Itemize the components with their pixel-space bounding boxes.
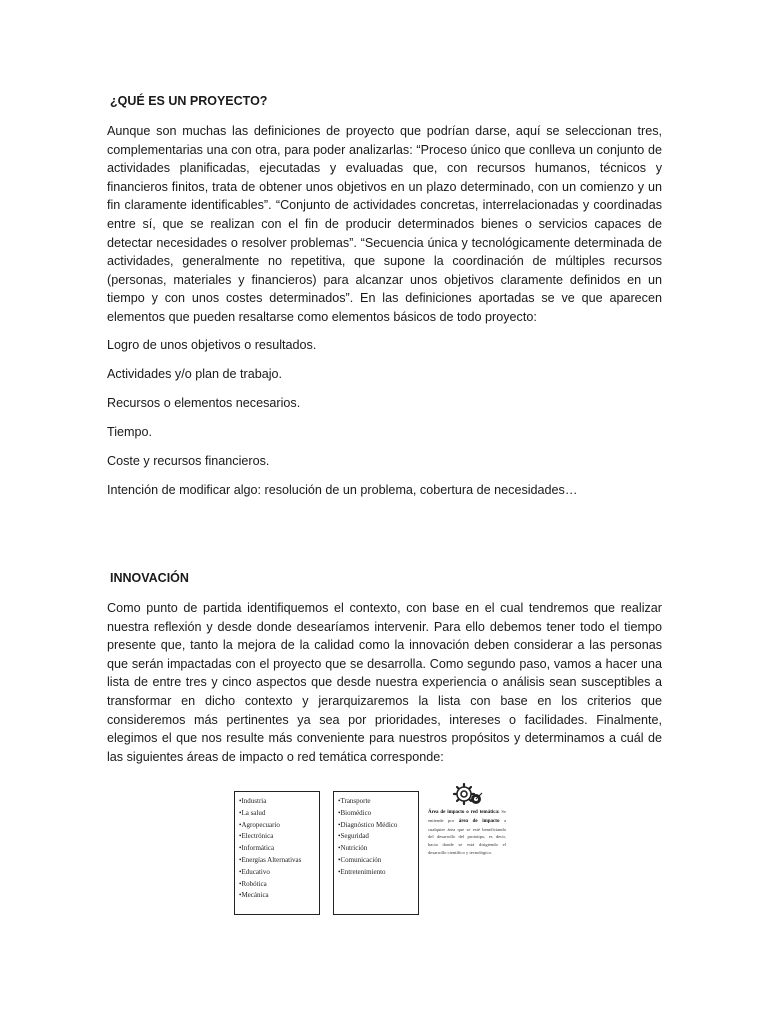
list-item: • Nutrición [338,843,414,855]
paragraph-innovacion: Como punto de partida identifiquemos el contexto, con base en el cual tendremos que realizar nuestra reflexión y desde donde desearíamos intervenir. Para ello debemos tener todo el tiempo presente que, tanto la mejora de la calidad como la innovación deben considerar a las personas que serán impactadas con el proyecto que se desarrolla. Como segundo paso, vamos a hacer una lista de entre tres y cinco aspectos que desde nuestra experiencia o análisis sean susceptibles a transformar en dicho contexto y jerarquizaremos la lista con base en los criterios que consideremos más pertinentes ya sea por prioridades, intereses o facilidades. Finalmente, elegimos el que nos resulte más conveniente para nuestros propósitos y determinamos a cuál de las siguientes áreas de impacto o red temática corresponde: [107,601,662,764]
impact-area-definition [428,808,506,857]
definition-term-inline: área de impacto [458,818,500,824]
list-item: Logro de unos objetivos o resultados. [107,338,317,352]
list-item: Recursos o elementos necesarios. [107,396,301,410]
list-item: • Informática [239,843,315,855]
list-item: • Mecánica [239,890,315,902]
list-item: • Educativo [239,867,315,879]
list-item: • Biomédico [338,808,414,820]
heading-que-es-un-proyecto: ¿QUÉ ES UN PROYECTO? [110,94,268,108]
list-item: Intención de modificar algo: resolución de un problema, cobertura de necesidades… [107,483,578,497]
list-item: • Industria [239,796,315,808]
list-item: Actividades y/o plan de trabajo. [107,367,283,381]
definition-text: a cualquier área que se esté beneficiando del desarrollo del prototipo, es decir, hacia donde se está dirigiendo el desarrollo científico y tecnológico. [428,817,506,855]
list-item: • Transporte [338,796,414,808]
list-item: • Agropecuario [239,820,315,832]
list-item: • Entretenimiento [338,867,414,879]
paragraph-definiciones: Aunque son muchas las definiciones de proyecto que podrían darse, aquí se seleccionan tres, complementarias una con otra, para poder analizarlas: “Proceso único que conlleva un conjunto de actividades planificadas, ejecutadas y evaluadas que, con recursos humanos, técnicos y financieros finitos, trata de obtener unos objetivos en un plazo determinado, con un comienzo y un fin claramente identificables”. “Conjunto de actividades concretas, interrelacionadas y coordinadas entre sí, que se realizan con el fin de producir determinados bienes o servicios capaces de detectar necesidades o resolver problemas”. “Secuencia única y tecnológicamente determinada de actividades, generalmente no repetitiva, que supone la coordinación de múltiples recursos (personas, materiales y financieros) para alcanzar unos objetivos claramente definidos en un tiempo y con unos costes determinados”. En las definiciones aportadas se ve que aparecen elementos que pueden resaltarse como elementos básicos de todo proyecto: [107,124,662,324]
impact-areas-box-1 [234,791,320,915]
definition-text: Se entiende por [428,809,506,823]
impact-areas-box-2 [333,791,419,915]
list-item: • Comunicación [338,855,414,867]
list-item: • La salud [239,808,315,820]
target-gear-icon [452,782,484,808]
heading-innovacion: INNOVACIÓN [110,571,189,585]
list-item: • Seguridad [338,831,414,843]
list-item: • Electrónica [239,831,315,843]
list-item: Coste y recursos financieros. [107,454,270,468]
list-item: • Diagnóstico Médico [338,820,414,832]
definition-term: Área de impacto o red temática: [428,810,500,815]
list-item: • Energías Alternativas [239,855,315,867]
list-item: Tiempo. [107,425,153,439]
list-item: • Robótica [239,879,315,891]
